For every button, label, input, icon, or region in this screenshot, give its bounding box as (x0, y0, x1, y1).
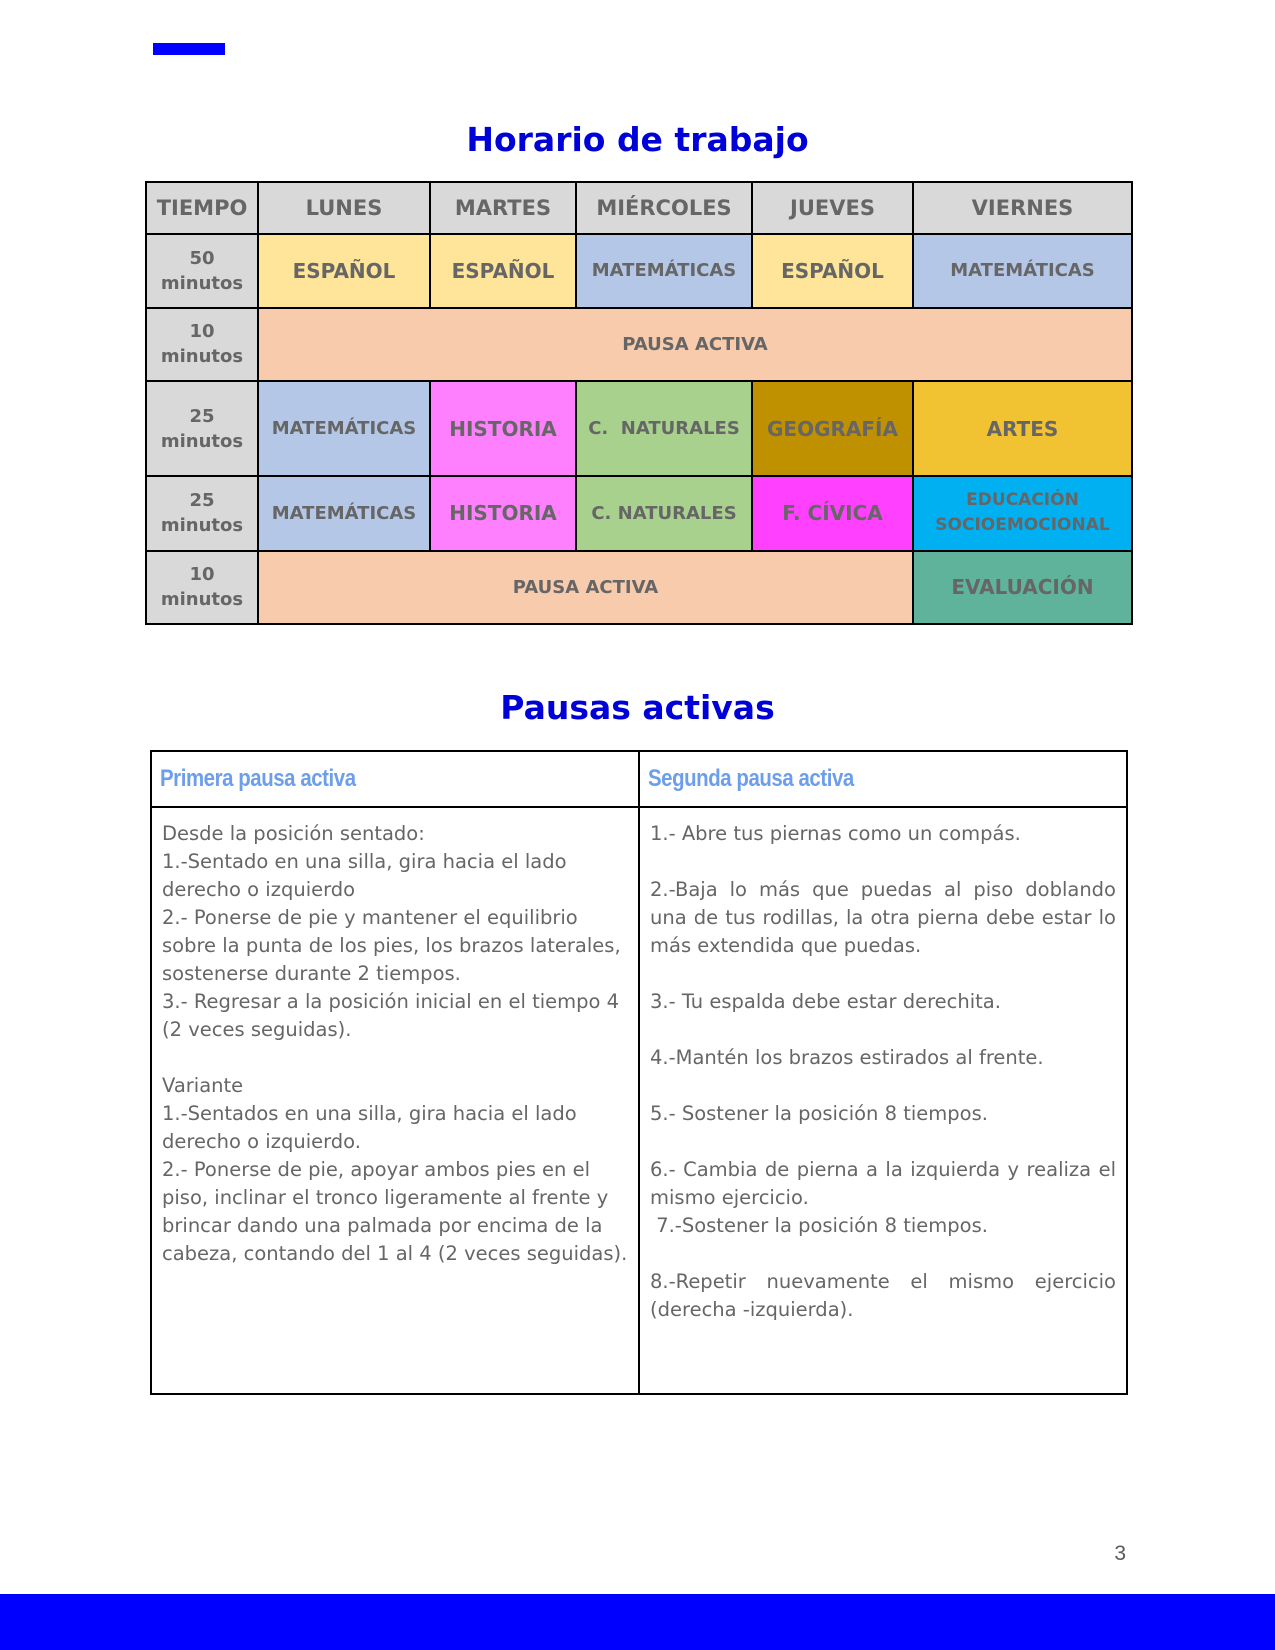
header-martes: MARTES (430, 182, 576, 234)
paragraph-gap (650, 1016, 1116, 1044)
pausas-body-row (151, 807, 1127, 1394)
paragraph-gap (162, 1044, 628, 1072)
second-pause-instructions (639, 807, 1127, 1394)
pausa-activa-cell: PAUSA ACTIVA (258, 551, 913, 624)
subject-cell: EDUCACIÓN SOCIOEMOCIONAL (913, 476, 1132, 550)
pausa-activa-cell: PAUSA ACTIVA (258, 308, 1132, 381)
footer-accent-bar (0, 1594, 1275, 1650)
subject-cell: F. CÍVICA (752, 476, 913, 550)
subject-cell: C. NATURALES (576, 476, 752, 550)
subject-cell: ESPAÑOL (752, 234, 913, 307)
schedule-row (146, 381, 1132, 476)
schedule-row (146, 551, 1132, 624)
instruction-line: 6.- Cambia de pierna a la izquierda y realiza el mismo ejercicio. (650, 1158, 1123, 1209)
instruction-line: 3.- Regresar a la posición inicial en el tiempo 4 (2 veces seguidas). (162, 990, 626, 1041)
instruction-line: 1.-Sentado en una silla, gira hacia el lado derecho o izquierdo (162, 850, 573, 901)
header-miercoles: MIÉRCOLES (576, 182, 752, 234)
header-lunes: LUNES (258, 182, 430, 234)
header-jueves: JUEVES (752, 182, 913, 234)
page-number: 3 (1114, 1542, 1126, 1565)
instruction-line: 7.-Sostener la posición 8 tiempos. (650, 1214, 988, 1237)
instruction-line: 8.-Repetir nuevamente el mismo ejercicio (derecha -izquierda). (650, 1270, 1123, 1321)
schedule-row (146, 308, 1132, 381)
instruction-line: 5.- Sostener la posición 8 tiempos. (650, 1102, 988, 1125)
paragraph-gap (650, 960, 1116, 988)
pausas-header-row (151, 751, 1127, 807)
subject-cell: MATEMÁTICAS (258, 381, 430, 476)
instruction-line: Variante (162, 1074, 244, 1097)
subject-cell: MATEMÁTICAS (913, 234, 1132, 307)
instruction-line: 1.- Abre tus piernas como un compás. (650, 822, 1021, 845)
subject-cell: C. NATURALES (576, 381, 752, 476)
instruction-line: 1.-Sentados en una silla, gira hacia el lado derecho o izquierdo. (162, 1102, 583, 1153)
subject-cell: ESPAÑOL (258, 234, 430, 307)
instruction-line: 2.-Baja lo más que puedas al piso doblando una de tus rodillas, la otra pierna debe estar lo más extendida que puedas. (650, 878, 1123, 957)
header-viernes: VIERNES (913, 182, 1132, 234)
time-cell: 50 minutos (146, 234, 258, 307)
schedule-header-row (146, 182, 1132, 234)
header-accent-bar (153, 43, 225, 55)
pausas-table (150, 750, 1128, 1395)
paragraph-gap (650, 1128, 1116, 1156)
first-pause-header: Primera pausa activa (151, 751, 639, 807)
schedule-table (145, 181, 1133, 625)
time-cell: 25 minutos (146, 381, 258, 476)
instruction-line: 3.- Tu espalda debe estar derechita. (650, 990, 1001, 1013)
schedule-row (146, 476, 1132, 550)
subject-cell: HISTORIA (430, 381, 576, 476)
paragraph-gap (650, 1072, 1116, 1100)
first-pause-instructions (151, 807, 639, 1394)
subject-cell: ESPAÑOL (430, 234, 576, 307)
schedule-row (146, 234, 1132, 307)
second-pause-header: Segunda pausa activa (639, 751, 1127, 807)
instruction-line: 2.- Ponerse de pie, apoyar ambos pies en el piso, inclinar el tronco ligeramente al frente y brincar dando una palmada por encima de la cabeza, contando del 1 al 4 (2 veces seguidas). (162, 1158, 628, 1265)
paragraph-gap (650, 848, 1116, 876)
subject-cell: HISTORIA (430, 476, 576, 550)
time-cell: 10 minutos (146, 551, 258, 624)
pausas-title: Pausas activas (500, 688, 775, 727)
schedule-title: Horario de trabajo (466, 120, 809, 159)
evaluacion-cell: EVALUACIÓN (913, 551, 1132, 624)
subject-cell: ARTES (913, 381, 1132, 476)
instruction-line: Desde la posición sentado: (162, 822, 425, 845)
paragraph-gap (650, 1240, 1116, 1268)
time-cell: 25 minutos (146, 476, 258, 550)
subject-cell: MATEMÁTICAS (576, 234, 752, 307)
subject-cell: MATEMÁTICAS (258, 476, 430, 550)
time-cell: 10 minutos (146, 308, 258, 381)
header-tiempo: TIEMPO (146, 182, 258, 234)
instruction-line: 2.- Ponerse de pie y mantener el equilibrio sobre la punta de los pies, los brazos laterales, sostenerse durante 2 tiempos. (162, 906, 627, 985)
subject-cell: GEOGRAFÍA (752, 381, 913, 476)
instruction-line: 4.-Mantén los brazos estirados al frente. (650, 1046, 1044, 1069)
